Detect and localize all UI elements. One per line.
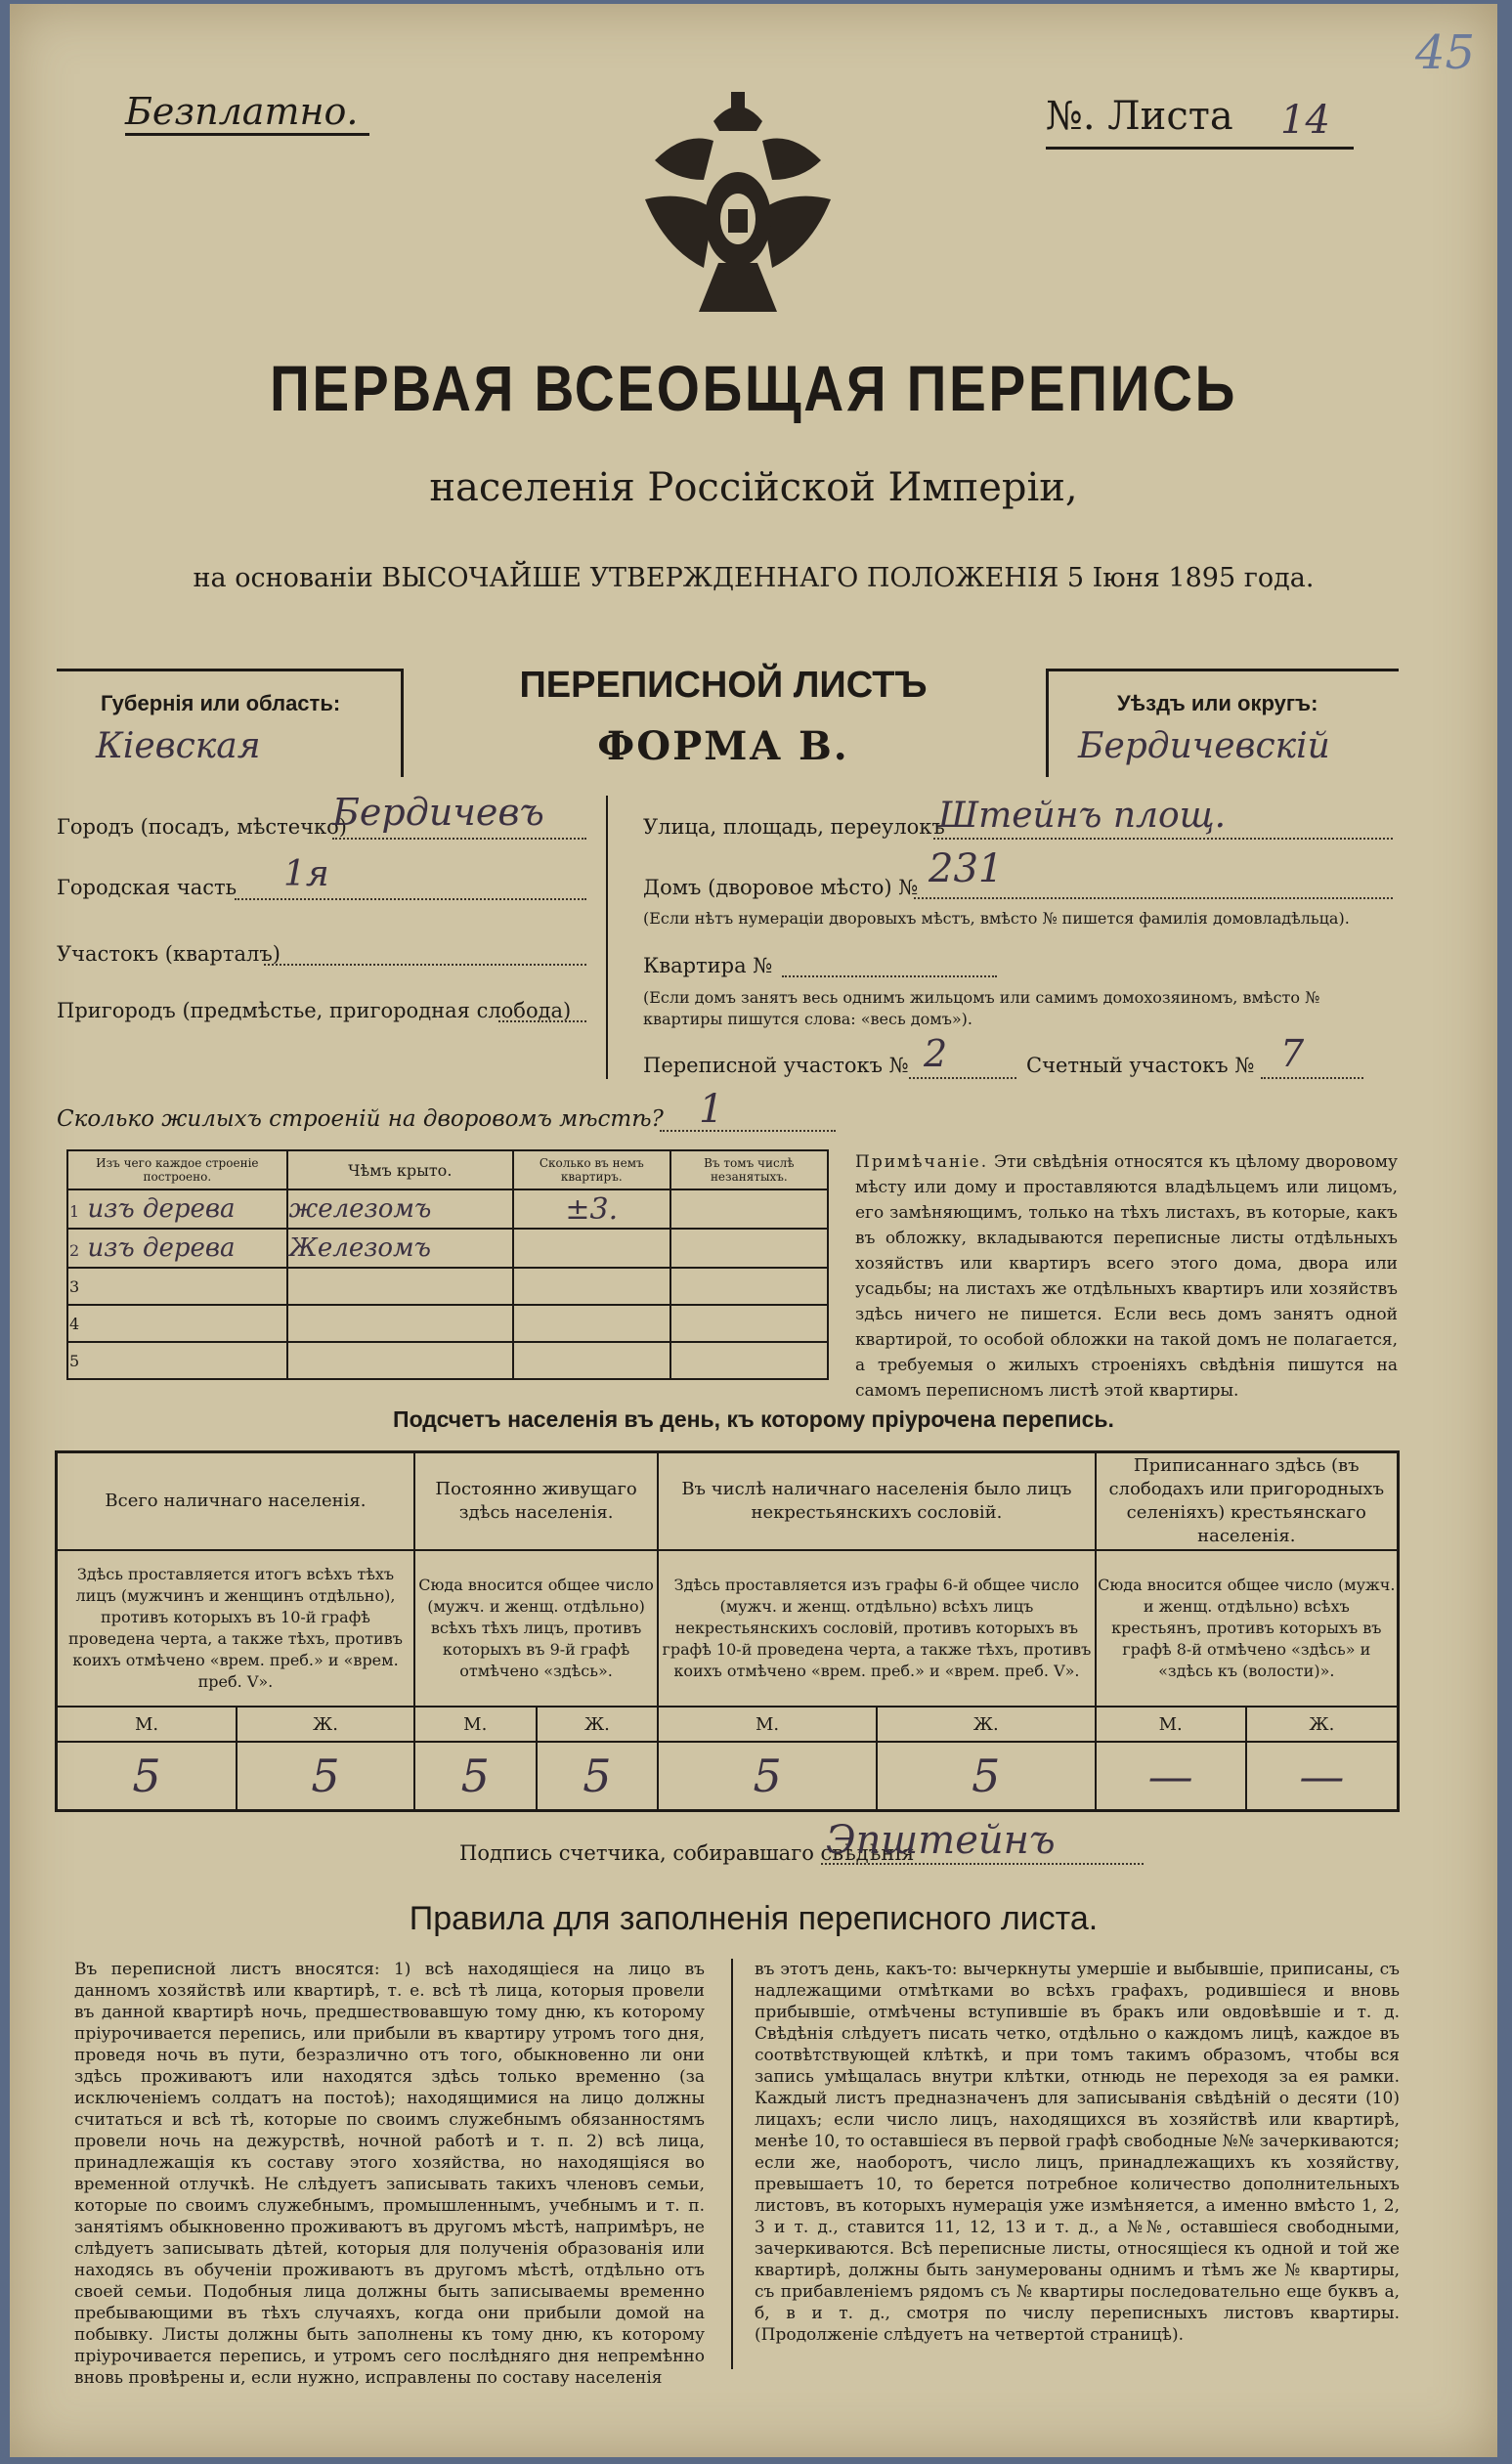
pop-col-assigned-peasants: Приписаннаго здѣсь (въ слободахъ или пригородныхъ селеніяхъ) крестьянскаго населенія.: [1096, 1452, 1399, 1551]
table-row: 5: [67, 1342, 828, 1379]
buildings-value: 1: [699, 1087, 724, 1132]
province-label: Губернія или область:: [101, 691, 341, 715]
buildings-col-material: Изъ чего каждое строеніе построено.: [67, 1150, 287, 1189]
table-row: 4: [67, 1305, 828, 1342]
sheet-number-label: №. Листа: [1046, 94, 1233, 139]
city-label: Городъ (посадъ, мѣстечко): [57, 815, 348, 839]
signature-label: Подпись счетчика, собиравшаго свѣдѣнія: [459, 1841, 915, 1865]
buildings-col-roof: Чѣмъ крыто.: [287, 1150, 513, 1189]
city-part-value: 1я: [283, 854, 329, 894]
page-title: ПЕРВАЯ ВСЕОБЩАЯ ПЕРЕПИСЬ: [270, 352, 1237, 424]
city-line: [332, 838, 586, 840]
population-values-row: 5 5 5 5 5 5 — —: [57, 1742, 1399, 1810]
rules-divider: [731, 1959, 733, 2369]
note-text: Примѣчаніе. Эти свѣдѣнія относятся къ цѣлому дворовому мѣсту или дому и проставляются владѣльцемъ или лицомъ, его замѣняющимъ, только на тѣхъ листахъ, въ которые, какъ въ обложку, вкладываются переписные листы отдѣльныхъ хозяйствъ или квартиръ всего этого дома, двора или усадьбы; на листахъ же отдѣльныхъ квартиръ или хозяйствъ здѣсь ничего не пишется. Если весь домъ занятъ одной квартирой, то особой обложки на такой домъ не полагается, а требуемыя о жилыхъ строеніяхъ свѣдѣнія пишутся на самомъ переписномъ листѣ этой квартиры.: [855, 1152, 1399, 1401]
suburb-label: Пригородъ (предмѣстье, пригородная слобода): [57, 999, 572, 1022]
rules-title: Правила для заполненія переписного листа.: [409, 1900, 1099, 1937]
city-part-line: [235, 898, 586, 900]
census-area-line: [909, 1077, 1016, 1079]
census-sheet: [10, 4, 1497, 2457]
street-line: [933, 838, 1393, 840]
pop-col-non-peasant: Въ числѣ наличнаго населенія было лицъ некрестьянскихъ сословій.: [658, 1452, 1095, 1551]
apartment-label: Квартира №: [643, 954, 773, 977]
sheet-number-underline: [1046, 147, 1354, 150]
count-area-line: [1261, 1077, 1363, 1079]
precinct-line: [264, 964, 586, 966]
page-subtitle: населенія Россійской Имперіи,: [429, 465, 1078, 510]
imperial-eagle-emblem: [626, 82, 850, 326]
city-part-label: Городская часть: [57, 876, 238, 899]
form-code: ФОРМА В.: [597, 723, 849, 769]
apartment-line: [782, 975, 997, 977]
house-note: (Если нѣтъ нумераціи дворовыхъ мѣстъ, вмѣсто № пишется фамилія домовладѣльца).: [643, 909, 1350, 928]
signature-line: [821, 1863, 1144, 1865]
table-row: 3: [67, 1268, 828, 1305]
count-area-label: Счетный участокъ №: [1026, 1054, 1255, 1077]
street-value: Штейнъ площ.: [938, 796, 1227, 836]
table-row: 1 изъ дерева железомъ ±3.: [67, 1189, 828, 1229]
population-table: Всего наличнаго населенія. Постоянно живущаго здѣсь населенія. Въ числѣ наличнаго населенія было лицъ некрестьянскихъ сословій. Приписаннаго здѣсь (въ слободахъ или пригородныхъ селеніяхъ) крестьянскаго населенія. Здѣсь проставляется итогъ всѣхъ тѣхъ лицъ (мужчинъ и женщинъ отдѣльно), противъ которыхъ въ 10-й графѣ проведена черта, а также тѣхъ, противъ коихъ отмѣчено «врем. преб.» и «врем. преб. V». Сюда вносится общее число (мужч. и женщ. отдѣльно) всѣхъ тѣхъ лицъ, противъ которыхъ въ 9-й графѣ отмѣчено «здѣсь». Здѣсь проставляется изъ графы 6-й общее число (мужч. и женщ. отдѣльно) всѣхъ лицъ некрестьянскихъ сословій, противъ которыхъ въ графѣ 10-й проведена черта, а также тѣхъ, противъ коихъ отмѣчено «врем. преб.» и «врем. преб. V». Сюда вносится общее число (мужч. и женщ. отдѣльно) всѣхъ крестьянъ, противъ которыхъ въ графѣ 8-й отмѣчено «здѣсь» и «здѣсь къ (волости)». М. Ж. М. Ж. М. Ж. М. Ж. 5 5 5 5 5 5 — —: [55, 1450, 1400, 1812]
city-value: Бердичевъ: [332, 791, 544, 834]
rules-column-left: Въ переписной листъ вносятся: 1) всѣ находящіеся на лицо въ данномъ хозяйствѣ или квартирѣ, т. е. всѣ тѣ лица, которыя провели въ данной квартирѣ ночь, предшествовавшую тому дню, къ которому пріурочивается перепись, или прибыли въ квартиру утромъ того дня, проведя ночь въ пути, безразлично отъ того, обыкновенно ли они здѣсь проживаютъ или находятся здѣсь только временно (за исключеніемъ солдатъ на постоѣ); находящимися на лицо должны считаться и всѣ тѣ, которые по своимъ служебнымъ обязанностямъ провели ночь на дежурствѣ, ночной работѣ и т. п. 2) всѣ лица, принадлежащія къ составу этого хозяйства, но находящіяся во временной отлучкѣ. Не слѣдуетъ записывать такихъ членовъ семьи, которые по своимъ служебнымъ, промышленнымъ, учебнымъ и т. п. занятіямъ обыкновенно проживаютъ въ другомъ мѣстѣ, напримѣръ, не слѣдуетъ записывать дѣтей, которыя для полученія образованія или находясь въ обученіи проживаютъ въ другомъ мѣстѣ, отдѣльно отъ своей семьи. Подобныя лица должны быть записываемы временно пребывающими въ тѣхъ случаяхъ, когда они прибыли домой на побывку. Листы должны быть заполнены къ тому дню, къ которому пріурочивается перепись, и утромъ сего послѣдняго дня непремѣнно вновь провѣрены и, если нужно, исправлены по составу населенія: [74, 1960, 705, 2388]
buildings-table: [66, 1149, 829, 1380]
signature-value: Эпштейнъ: [826, 1818, 1056, 1863]
buildings-col-apartments: Сколько въ немъ квартиръ.: [513, 1150, 670, 1189]
pop-col-present: Всего наличнаго населенія.: [57, 1452, 414, 1551]
district-box: [1046, 669, 1399, 777]
buildings-line: [660, 1130, 836, 1132]
rules-column-right: въ этотъ день, какъ-то: вычеркнуты умершіе и выбывшіе, приписаны, съ надлежащими отмѣтками во всѣхъ графахъ, родившіеся и вновь прибывшіе, отмѣчены вступившіе въ бракъ или овдовѣвшіе и т. д. Свѣдѣнія слѣдуетъ писать четко, отдѣльно о каждомъ лицѣ, каждое въ соотвѣтствующей клѣткѣ, и при томъ такимъ образомъ, чтобы вся запись умѣщалась внутри клѣтки, отнюдь не переходя за ея рамки. Каждый листъ предназначенъ для записыванія свѣдѣній о десяти (10) лицахъ; если число лицъ, находящихся въ хозяйствѣ или квартирѣ, менѣе 10, то оставшіеся въ первой графѣ свободные №№ зачеркиваются; если же, наоборотъ, число лицъ, принадлежащихъ къ хозяйству, превышаетъ 10, то берется потребное количество дополнительныхъ листовъ, въ которыхъ нумерація уже измѣняется, а именно вмѣсто 1, 2, 3 и т. д., ставится 11, 12, 13 и т. д., а №№, оставшіеся свободными, зачеркиваются. Всѣ переписные листы, относящіеся къ одной и той же квартирѣ, должны быть занумерованы однимъ и тѣмъ же № квартиры, съ прибавленіемъ рядомъ съ № квартиры последовательно еще буквъ а, б, в и т. д., смотря по числу переписныхъ листовъ квартиры. (Продолженіе слѣдуетъ на четвертой страницѣ).: [755, 1960, 1400, 2345]
free-underline: [125, 133, 369, 136]
census-area-label: Переписной участокъ №: [643, 1054, 909, 1077]
count-area-value: 7: [1280, 1032, 1305, 1075]
apartment-note: (Если домъ занятъ весь однимъ жильцомъ или самимъ домохозяиномъ, вмѣсто № квартиры пишутся слова: «весь домъ»).: [643, 988, 1320, 1028]
buildings-question: Сколько жилыхъ строеній на дворовомъ мѣстѣ?: [57, 1106, 664, 1132]
address-divider: [606, 796, 608, 1079]
district-value: Бердичевскій: [1078, 726, 1330, 766]
precinct-label: Участокъ (кварталъ): [57, 942, 281, 966]
buildings-col-empty: Въ томъ числѣ незанятыхъ.: [670, 1150, 828, 1189]
table-row: 2 изъ дерева Железомъ: [67, 1229, 828, 1268]
suburb-line: [498, 1020, 586, 1022]
house-line: [914, 897, 1393, 899]
sheet-number-value: 14: [1280, 98, 1330, 143]
population-count-title: Подсчетъ населенія въ день, къ которому пріурочена перепись.: [393, 1406, 1114, 1432]
house-value: 231: [929, 846, 1004, 891]
form-title: ПЕРЕПИСНОЙ ЛИСТЪ: [519, 665, 928, 706]
free-label: Безплатно.: [125, 90, 359, 133]
house-label: Домъ (дворовое мѣсто) №: [643, 876, 919, 899]
pop-col-permanent: Постоянно живущаго здѣсь населенія.: [414, 1452, 658, 1551]
district-label: Уѣздъ или округъ:: [1117, 691, 1318, 715]
province-value: Кіевская: [96, 726, 261, 766]
street-label: Улица, площадь, переулокъ: [643, 815, 945, 839]
province-box: [57, 669, 404, 777]
census-area-value: 2: [924, 1032, 948, 1075]
legal-basis: на основаніи ВЫСОЧАЙШЕ УТВЕРЖДЕННАГО ПОЛОЖЕНІЯ 5 Іюня 1895 года.: [193, 563, 1315, 593]
archive-folio-number: 45: [1415, 25, 1476, 80]
